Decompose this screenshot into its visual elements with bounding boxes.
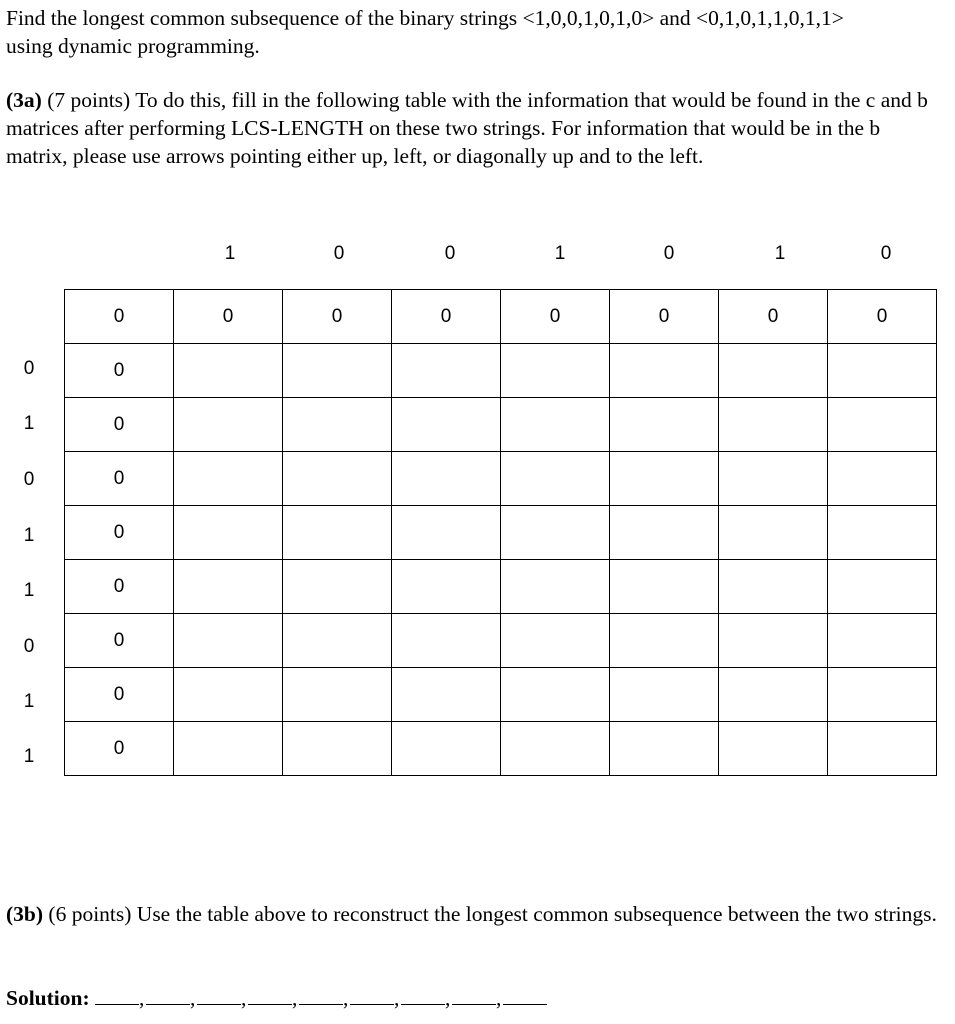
- part-b-label: (3b): [6, 902, 44, 926]
- row-header: 0: [23, 358, 35, 379]
- table-cell: 0: [719, 290, 828, 344]
- separator: ,: [190, 986, 196, 1010]
- row-header: 1: [23, 691, 35, 712]
- empty-cell[interactable]: [610, 722, 719, 776]
- empty-cell[interactable]: [501, 506, 610, 560]
- empty-cell[interactable]: [828, 506, 937, 560]
- part-a-label: (3a): [6, 88, 42, 112]
- answer-blank[interactable]: [299, 986, 343, 1005]
- table-cell: 0: [65, 722, 174, 776]
- empty-cell[interactable]: [174, 560, 283, 614]
- empty-cell[interactable]: [283, 452, 392, 506]
- column-header: 0: [444, 243, 456, 264]
- separator: ,: [139, 986, 145, 1010]
- table-cell: 0: [65, 452, 174, 506]
- empty-cell[interactable]: [283, 668, 392, 722]
- part-a-instructions: [6, 86, 946, 170]
- table-cell: 0: [283, 290, 392, 344]
- empty-cell[interactable]: [828, 560, 937, 614]
- table-cell: 0: [65, 290, 174, 344]
- empty-cell[interactable]: [828, 452, 937, 506]
- empty-cell[interactable]: [828, 344, 937, 398]
- table-cell: 0: [65, 668, 174, 722]
- table-cell: 0: [174, 290, 283, 344]
- empty-cell[interactable]: [501, 344, 610, 398]
- empty-cell[interactable]: [392, 668, 501, 722]
- table-row: [65, 452, 937, 506]
- table-row: [65, 398, 937, 452]
- empty-cell[interactable]: [610, 560, 719, 614]
- table-cell: 0: [65, 506, 174, 560]
- solution-blanks: [95, 986, 547, 1010]
- empty-cell[interactable]: [501, 668, 610, 722]
- table-row: [65, 290, 937, 344]
- column-header: 1: [224, 243, 236, 264]
- table-cell: 0: [65, 344, 174, 398]
- table-row: [65, 344, 937, 398]
- table-row: [65, 722, 937, 776]
- empty-cell[interactable]: [283, 398, 392, 452]
- empty-cell[interactable]: [283, 722, 392, 776]
- table-cell: 0: [392, 290, 501, 344]
- empty-cell[interactable]: [392, 506, 501, 560]
- row-header: 1: [23, 580, 35, 601]
- empty-cell[interactable]: [719, 668, 828, 722]
- table-row: [65, 506, 937, 560]
- empty-cell[interactable]: [610, 344, 719, 398]
- empty-cell[interactable]: [610, 614, 719, 668]
- empty-cell[interactable]: [610, 452, 719, 506]
- row-header: 1: [23, 746, 35, 767]
- table-cell: 0: [828, 290, 937, 344]
- table-row: [65, 614, 937, 668]
- empty-cell[interactable]: [610, 506, 719, 560]
- empty-cell[interactable]: [719, 398, 828, 452]
- empty-cell[interactable]: [501, 614, 610, 668]
- part-b-text: (6 points) Use the table above to reconstruct the longest common subsequence between the two strings.: [43, 902, 937, 926]
- table-cell: 0: [65, 560, 174, 614]
- solution-line: [6, 984, 547, 1012]
- answer-blank[interactable]: [452, 986, 496, 1005]
- empty-cell[interactable]: [501, 452, 610, 506]
- empty-cell[interactable]: [501, 722, 610, 776]
- table-row: [65, 668, 937, 722]
- table-cell: 0: [65, 398, 174, 452]
- empty-cell[interactable]: [501, 560, 610, 614]
- column-header: 1: [554, 243, 566, 264]
- empty-cell[interactable]: [828, 668, 937, 722]
- separator: ,: [496, 986, 502, 1010]
- empty-cell[interactable]: [174, 614, 283, 668]
- empty-cell[interactable]: [283, 506, 392, 560]
- separator: ,: [343, 986, 349, 1010]
- problem-line-2: using dynamic programming.: [6, 34, 260, 58]
- empty-cell[interactable]: [610, 398, 719, 452]
- answer-blank[interactable]: [248, 986, 292, 1005]
- row-header: 0: [23, 636, 35, 657]
- empty-cell[interactable]: [283, 560, 392, 614]
- row-header: 1: [23, 525, 35, 546]
- separator: ,: [241, 986, 247, 1010]
- empty-cell[interactable]: [719, 344, 828, 398]
- empty-cell[interactable]: [174, 506, 283, 560]
- separator: ,: [445, 986, 451, 1010]
- lcs-table: [64, 289, 937, 776]
- empty-cell[interactable]: [392, 614, 501, 668]
- empty-cell[interactable]: [719, 722, 828, 776]
- empty-cell[interactable]: [719, 614, 828, 668]
- empty-cell[interactable]: [392, 452, 501, 506]
- answer-blank[interactable]: [401, 986, 445, 1005]
- solution-label: Solution:: [6, 986, 90, 1010]
- empty-cell[interactable]: [174, 722, 283, 776]
- empty-cell[interactable]: [392, 398, 501, 452]
- part-b-instructions: [6, 900, 946, 928]
- table-cell: 0: [501, 290, 610, 344]
- column-header: 0: [880, 243, 892, 264]
- empty-cell[interactable]: [174, 344, 283, 398]
- column-header: 1: [774, 243, 786, 264]
- column-header: 0: [333, 243, 345, 264]
- empty-cell[interactable]: [174, 668, 283, 722]
- answer-blank[interactable]: [503, 986, 547, 1005]
- empty-cell[interactable]: [719, 452, 828, 506]
- row-header: 0: [23, 469, 35, 490]
- empty-cell[interactable]: [392, 344, 501, 398]
- empty-cell[interactable]: [828, 614, 937, 668]
- empty-cell[interactable]: [610, 668, 719, 722]
- part-a-text: (7 points) To do this, fill in the following table with the information that would be found in the c and b matrices after performing LCS-LENGTH on these two strings. For information that would be in the b matrix, please use arrows pointing either up, left, or diagonally up and to the left.: [6, 88, 928, 168]
- empty-cell[interactable]: [392, 722, 501, 776]
- table-cell: 0: [610, 290, 719, 344]
- empty-cell[interactable]: [828, 398, 937, 452]
- empty-cell[interactable]: [501, 398, 610, 452]
- empty-cell[interactable]: [828, 722, 937, 776]
- answer-blank[interactable]: [95, 986, 139, 1005]
- empty-cell[interactable]: [174, 452, 283, 506]
- separator: ,: [394, 986, 400, 1010]
- empty-cell[interactable]: [719, 560, 828, 614]
- empty-cell[interactable]: [283, 344, 392, 398]
- answer-blank[interactable]: [197, 986, 241, 1005]
- separator: ,: [292, 986, 298, 1010]
- empty-cell[interactable]: [283, 614, 392, 668]
- table-row: [65, 560, 937, 614]
- answer-blank[interactable]: [146, 986, 190, 1005]
- column-header: 0: [663, 243, 675, 264]
- answer-blank[interactable]: [350, 986, 394, 1005]
- problem-line-1: Find the longest common subsequence of the binary strings <1,0,0,1,0,1,0> and <0,1,0,1,1,0,1,1>: [6, 6, 844, 30]
- empty-cell[interactable]: [719, 506, 828, 560]
- table-cell: 0: [65, 614, 174, 668]
- empty-cell[interactable]: [174, 398, 283, 452]
- problem-statement: [6, 4, 946, 60]
- empty-cell[interactable]: [392, 560, 501, 614]
- row-header: 1: [23, 413, 35, 434]
